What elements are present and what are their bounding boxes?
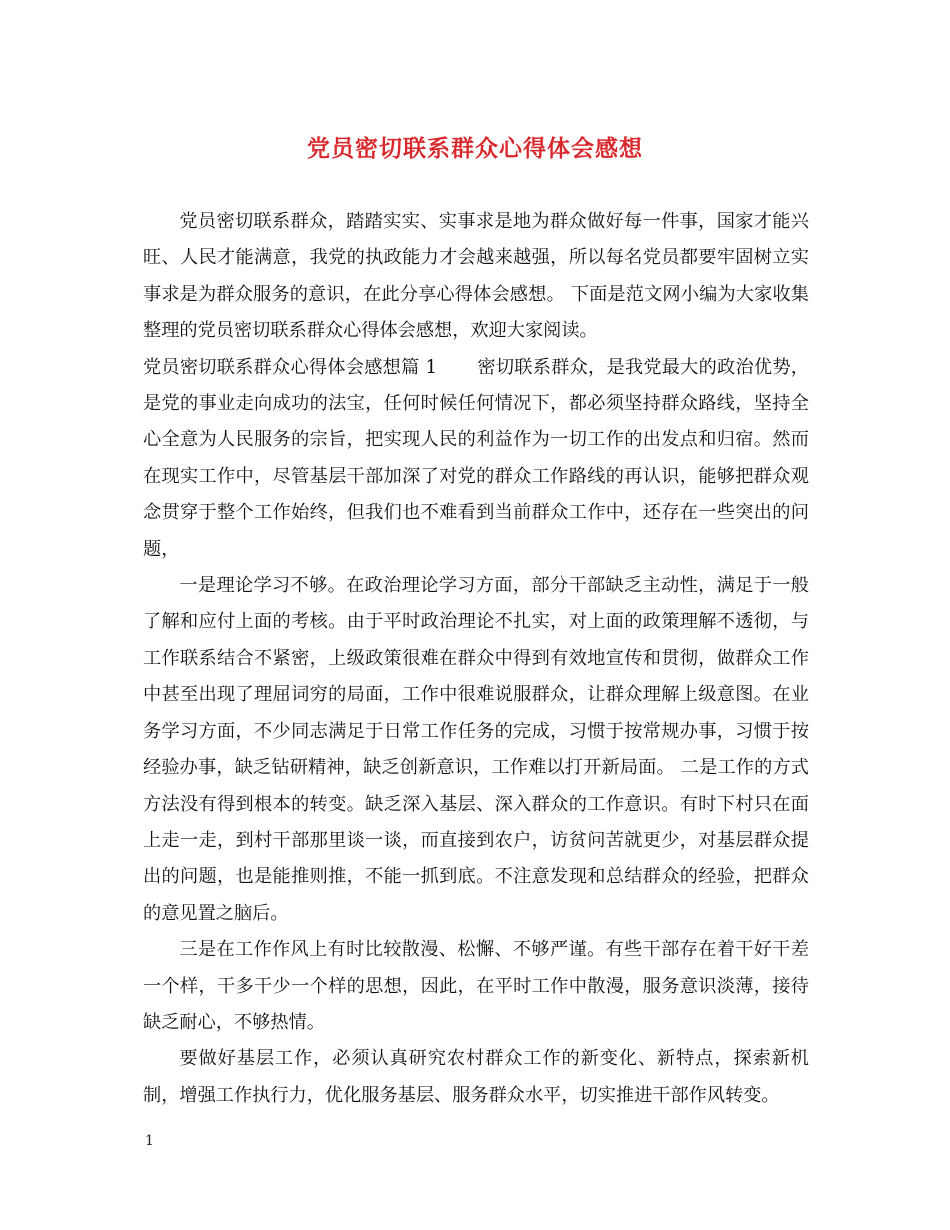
section-paragraph [143, 350, 809, 568]
intro-paragraph: 党员密切联系群众，踏踏实实、实事求是地为群众做好每一件事，国家才能兴旺、人民才能满意，我党的执政能力才会越来越强，所以每名党员都要牢固树立实事求是为群众服务的意识，在此分享心得体会感想。 下面是范文网小编为大家收集整理的党员密切联系群众心得体会感想，欢迎大家阅读。 [143, 211, 809, 342]
problem-three-paragraph: 三是在工作作风上有时比较散漫、松懈、不够严谨。有些干部存在着干好干差一个样，干多干少一个样的思想，因此，在平时工作中散漫，服务意识淡薄，接待缺乏耐心，不够热情。 [143, 939, 809, 1033]
page-number: 1 [145, 1133, 154, 1149]
conclusion-paragraph: 要做好基层工作，必须认真研究农村群众工作的新变化、新特点，探索新机制，增强工作执行力，优化服务基层、服务群众水平，切实推进干部作风转变。 [143, 1048, 809, 1106]
document-title: 党员密切联系群众心得体会感想 [307, 135, 643, 162]
section-text: 密切联系群众，是我党最大的政治优势，是党的事业走向成功的法宝，任何时候任何情况下，都必须坚持群众路线，坚持全心全意为人民服务的宗旨，把实现人民的利益作为一切工作的出发点和归宿。然而在现实工作中，尽管基层干部加深了对党的群众工作路线的再认识，能够把群众观念贯穿于整个工作始终，但我们也不难看到当前群众工作中，还存在一些突出的问题， [143, 356, 809, 560]
document-body [143, 204, 809, 1114]
problem-one-paragraph: 一是理论学习不够。在政治理论学习方面，部分干部缺乏主动性，满足于一般了解和应付上面的考核。由于平时政治理论不扎实，对上面的政策理解不透彻，与工作联系结合不紧密，上级政策很难在群众中得到有效地宣传和贯彻，做群众工作中甚至出现了理屈词穷的局面，工作中很难说服群众，让群众理解上级意图。在业务学习方面，不少同志满足于日常工作任务的完成，习惯于按常规办事，习惯于按经验办事，缺乏钻研精神，缺乏创新意识，工作难以打开新局面。 二是工作的方式方法没有得到根本的转变。缺乏深入基层、深入群众的工作意识。有时下村只在面上走一走，到村干部那里谈一谈，而直接到农户，访贫问苦就更少，对基层群众提出的问题，也是能推则推，不能一抓到底。不注意发现和总结群众的经验，把群众的意见置之脑后。 [143, 575, 809, 924]
section-heading: 党员密切联系群众心得体会感想篇 1 [143, 356, 438, 378]
